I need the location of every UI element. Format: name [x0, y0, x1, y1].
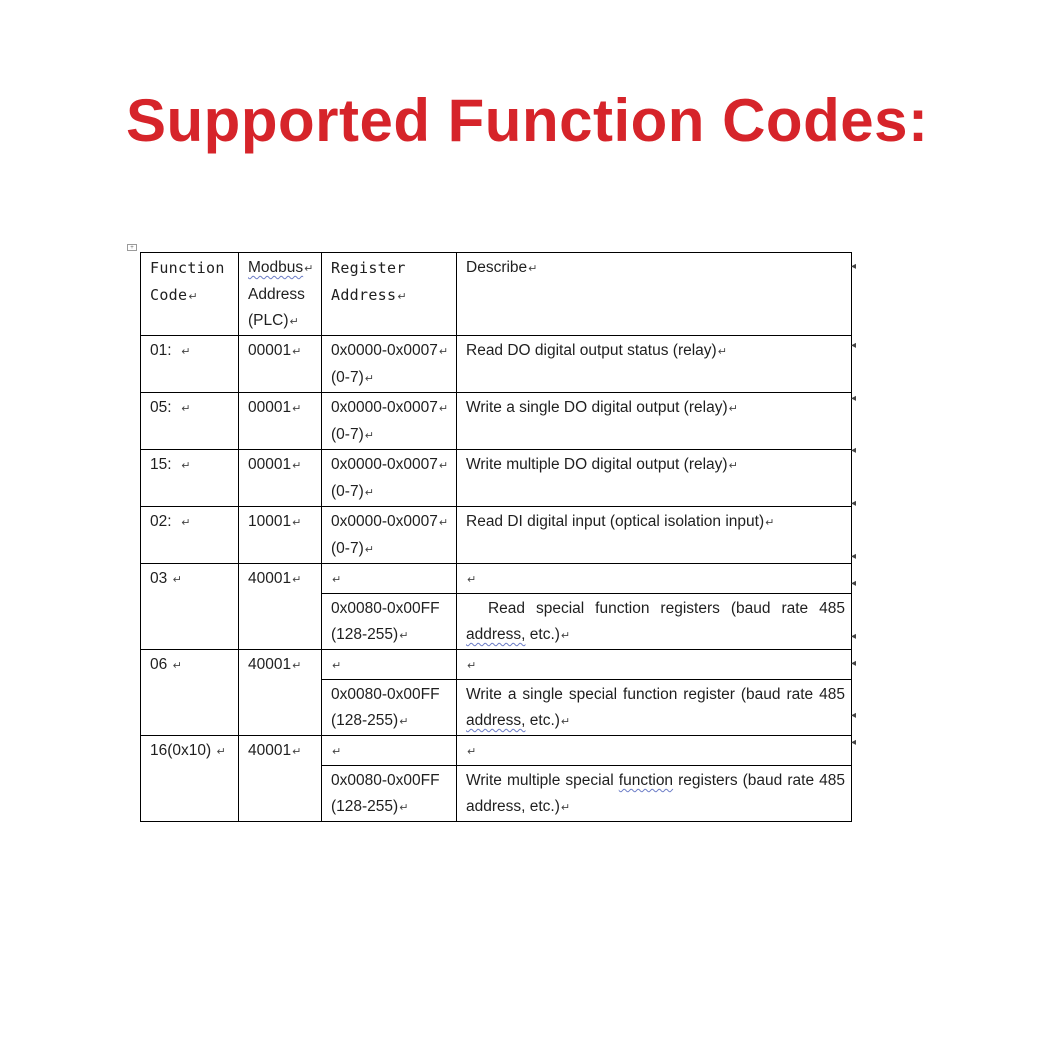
row-end-mark-icon: ◂	[851, 710, 857, 721]
cell-describe-underlined-text: function	[618, 772, 674, 789]
paragraph-mark-icon: ↵	[332, 746, 342, 758]
cell-register-range-text: (0-7)	[331, 369, 364, 386]
cell-modbus-address	[239, 450, 322, 507]
cell-modbus-address	[239, 393, 322, 450]
cell-function-code	[141, 736, 239, 822]
cell-register-address	[322, 680, 457, 736]
row-end-mark-icon: ◂	[851, 393, 857, 404]
paragraph-mark-icon: ↵	[717, 346, 727, 358]
cell-modbus-address-text: 40001	[248, 570, 292, 587]
cell-register-address-text: 0x0080-0x00FF	[331, 600, 440, 617]
paragraph-mark-icon: ↵	[181, 460, 191, 472]
paragraph-mark-icon: ↵	[292, 574, 302, 586]
row-end-mark-icon: ◂	[851, 737, 857, 748]
cell-describe-text: Read DI digital input (optical isolation input)	[466, 513, 765, 530]
cell-modbus-address	[239, 336, 322, 393]
cell-describe	[457, 680, 852, 736]
paragraph-mark-icon: ↵	[467, 574, 477, 586]
table-row	[141, 736, 852, 766]
paragraph-mark-icon: ↵	[292, 517, 302, 529]
paragraph-mark-icon: ↵	[292, 403, 302, 415]
cell-register-range-text: (0-7)	[331, 540, 364, 557]
cell-describe-text: Write multiple DO digital output (relay)	[466, 456, 728, 473]
row-end-mark-icon: ◂	[851, 631, 857, 642]
cell-function-code-text: 06	[150, 656, 168, 673]
cell-describe	[457, 766, 852, 822]
paragraph-mark-icon: ↵	[292, 746, 302, 758]
cell-function-code	[141, 336, 239, 393]
cell-register-range-text: (0-7)	[331, 426, 364, 443]
cell-register-address	[322, 507, 457, 564]
cell-describe-empty	[457, 736, 852, 766]
cell-register-empty	[322, 564, 457, 594]
cell-describe-prefix-text: Write multiple special	[466, 772, 614, 789]
row-end-mark-icon: ◂	[851, 340, 857, 351]
paragraph-mark-icon: ↵	[467, 746, 477, 758]
cell-function-code	[141, 650, 239, 736]
cell-modbus-address-text: 40001	[248, 656, 292, 673]
paragraph-mark-icon: ↵	[304, 263, 314, 275]
cell-modbus-address-text: 00001	[248, 456, 292, 473]
paragraph-mark-icon: ↵	[528, 263, 538, 275]
cell-register-address-text: 0x0000-0x0007	[331, 456, 438, 473]
row-end-mark-icon: ◂	[851, 445, 857, 456]
paragraph-mark-icon: ↵	[172, 660, 182, 672]
paragraph-mark-icon: ↵	[292, 346, 302, 358]
paragraph-mark-icon: ↵	[292, 660, 302, 672]
cell-describe-text: Write a single special function register (baud rate	[466, 686, 814, 703]
header-describe-label: Describe	[466, 259, 528, 276]
paragraph-mark-icon: ↵	[216, 746, 226, 758]
cell-describe	[457, 393, 852, 450]
cell-register-empty	[322, 736, 457, 766]
cell-register-address	[322, 450, 457, 507]
header-modbus-address-rest: Address (PLC)	[248, 286, 305, 329]
paragraph-mark-icon: ↵	[364, 544, 374, 556]
paragraph-mark-icon: ↵	[181, 517, 191, 529]
cell-register-address	[322, 594, 457, 650]
cell-modbus-address-text: 00001	[248, 342, 292, 359]
row-end-mark-icon: ◂	[851, 551, 857, 562]
cell-register-range-text: (128-255)	[331, 626, 399, 643]
cell-register-address-text: 0x0000-0x0007	[331, 342, 438, 359]
paragraph-mark-icon: ↵	[399, 802, 409, 814]
paragraph-mark-icon: ↵	[364, 487, 374, 499]
cell-register-address-text: 0x0000-0x0007	[331, 513, 438, 530]
paragraph-mark-icon: ↵	[172, 574, 182, 586]
cell-describe	[457, 450, 852, 507]
cell-modbus-address	[239, 507, 322, 564]
cell-modbus-address-text: 40001	[248, 742, 292, 759]
row-end-mark-icon: ◂	[851, 578, 857, 589]
cell-register-range-text: (0-7)	[331, 483, 364, 500]
paragraph-mark-icon: ↵	[188, 291, 198, 303]
table-row	[141, 650, 852, 680]
cell-describe-text: Read DO digital output status (relay)	[466, 342, 717, 359]
paragraph-mark-icon: ↵	[399, 716, 409, 728]
paragraph-mark-icon: ↵	[438, 460, 449, 472]
cell-describe	[457, 336, 852, 393]
cell-modbus-address	[239, 650, 322, 736]
cell-function-code	[141, 393, 239, 450]
paragraph-mark-icon: ↵	[438, 346, 449, 358]
table-move-handle-icon[interactable]: +	[127, 244, 137, 251]
paragraph-mark-icon: ↵	[728, 403, 738, 415]
cell-describe-underlined-text: address,	[466, 712, 526, 729]
cell-modbus-address-text: 10001	[248, 513, 292, 530]
paragraph-mark-icon: ↵	[728, 460, 738, 472]
cell-register-range-text: (128-255)	[331, 798, 399, 815]
cell-describe-tail-text: etc.)	[529, 712, 560, 729]
paragraph-mark-icon: ↵	[399, 630, 409, 642]
cell-describe	[457, 594, 852, 650]
cell-register-address	[322, 393, 457, 450]
header-modbus-address	[239, 253, 322, 336]
paragraph-mark-icon: ↵	[560, 716, 571, 728]
cell-modbus-address	[239, 564, 322, 650]
cell-describe-text: Write a single DO digital output (relay)	[466, 399, 728, 416]
cell-describe-tail-text: etc.)	[529, 626, 560, 643]
table-row	[141, 336, 852, 393]
paragraph-mark-icon: ↵	[332, 574, 342, 586]
cell-register-address	[322, 766, 457, 822]
cell-describe-prefix-text: 485	[819, 686, 846, 703]
paragraph-mark-icon: ↵	[438, 403, 449, 415]
cell-register-address-text: 0x0080-0x00FF	[331, 772, 440, 789]
row-end-mark-icon: ◂	[851, 658, 857, 669]
cell-describe	[457, 507, 852, 564]
cell-register-range-text: (128-255)	[331, 712, 399, 729]
paragraph-mark-icon: ↵	[292, 460, 302, 472]
paragraph-mark-icon: ↵	[397, 291, 407, 303]
cell-function-code-text: 15:	[150, 456, 172, 473]
paragraph-mark-icon: ↵	[289, 316, 299, 328]
cell-function-code-text: 01:	[150, 342, 172, 359]
row-end-mark-icon: ◂	[851, 498, 857, 509]
cell-function-code-text: 05:	[150, 399, 172, 416]
cell-modbus-address	[239, 736, 322, 822]
paragraph-mark-icon: ↵	[560, 630, 571, 642]
table-end-mark	[851, 779, 852, 783]
page-title: Supported Function Codes:	[126, 87, 929, 154]
table-row	[141, 393, 852, 450]
header-function-code	[141, 253, 239, 336]
cell-register-empty	[322, 650, 457, 680]
cell-describe-tail-text: 485 address, etc.)	[466, 772, 846, 815]
cell-register-address-text: 0x0080-0x00FF	[331, 686, 440, 703]
paragraph-mark-icon: ↵	[364, 430, 374, 442]
cell-function-code-text: 02:	[150, 513, 172, 530]
header-modbus-word: Modbus	[248, 259, 304, 276]
table-row	[141, 564, 852, 594]
table-row	[141, 507, 852, 564]
paragraph-mark-icon: ↵	[765, 517, 775, 529]
cell-describe-empty	[457, 650, 852, 680]
paragraph-mark-icon: ↵	[438, 517, 449, 529]
paragraph-mark-icon: ↵	[364, 373, 374, 385]
paragraph-mark-icon: ↵	[467, 660, 477, 672]
table-header-row	[141, 253, 852, 336]
cell-describe-underlined-text: address,	[466, 626, 526, 643]
row-end-mark-icon: ◂	[851, 261, 857, 272]
cell-function-code	[141, 507, 239, 564]
header-register-address-label: Register Address	[331, 259, 406, 304]
cell-describe-text: registers (baud rate	[678, 772, 815, 789]
cell-function-code-text: 03	[150, 570, 168, 587]
paragraph-mark-icon: ↵	[181, 346, 191, 358]
table-row	[141, 450, 852, 507]
header-function-code-label: Function Code	[150, 259, 225, 304]
function-codes-table	[140, 252, 852, 822]
cell-function-code-text: 16(0x10)	[150, 742, 212, 759]
cell-describe-text: Read special function registers (baud rate 485	[487, 600, 845, 617]
paragraph-mark-icon: ↵	[181, 403, 191, 415]
cell-describe-empty	[457, 564, 852, 594]
cell-function-code	[141, 564, 239, 650]
paragraph-mark-icon: ↵	[560, 802, 571, 814]
header-register-address	[322, 253, 457, 336]
cell-register-address-text: 0x0000-0x0007	[331, 399, 438, 416]
cell-function-code	[141, 450, 239, 507]
cell-register-address	[322, 336, 457, 393]
cell-modbus-address-text: 00001	[248, 399, 292, 416]
paragraph-mark-icon: ↵	[332, 660, 342, 672]
header-describe	[457, 253, 852, 336]
